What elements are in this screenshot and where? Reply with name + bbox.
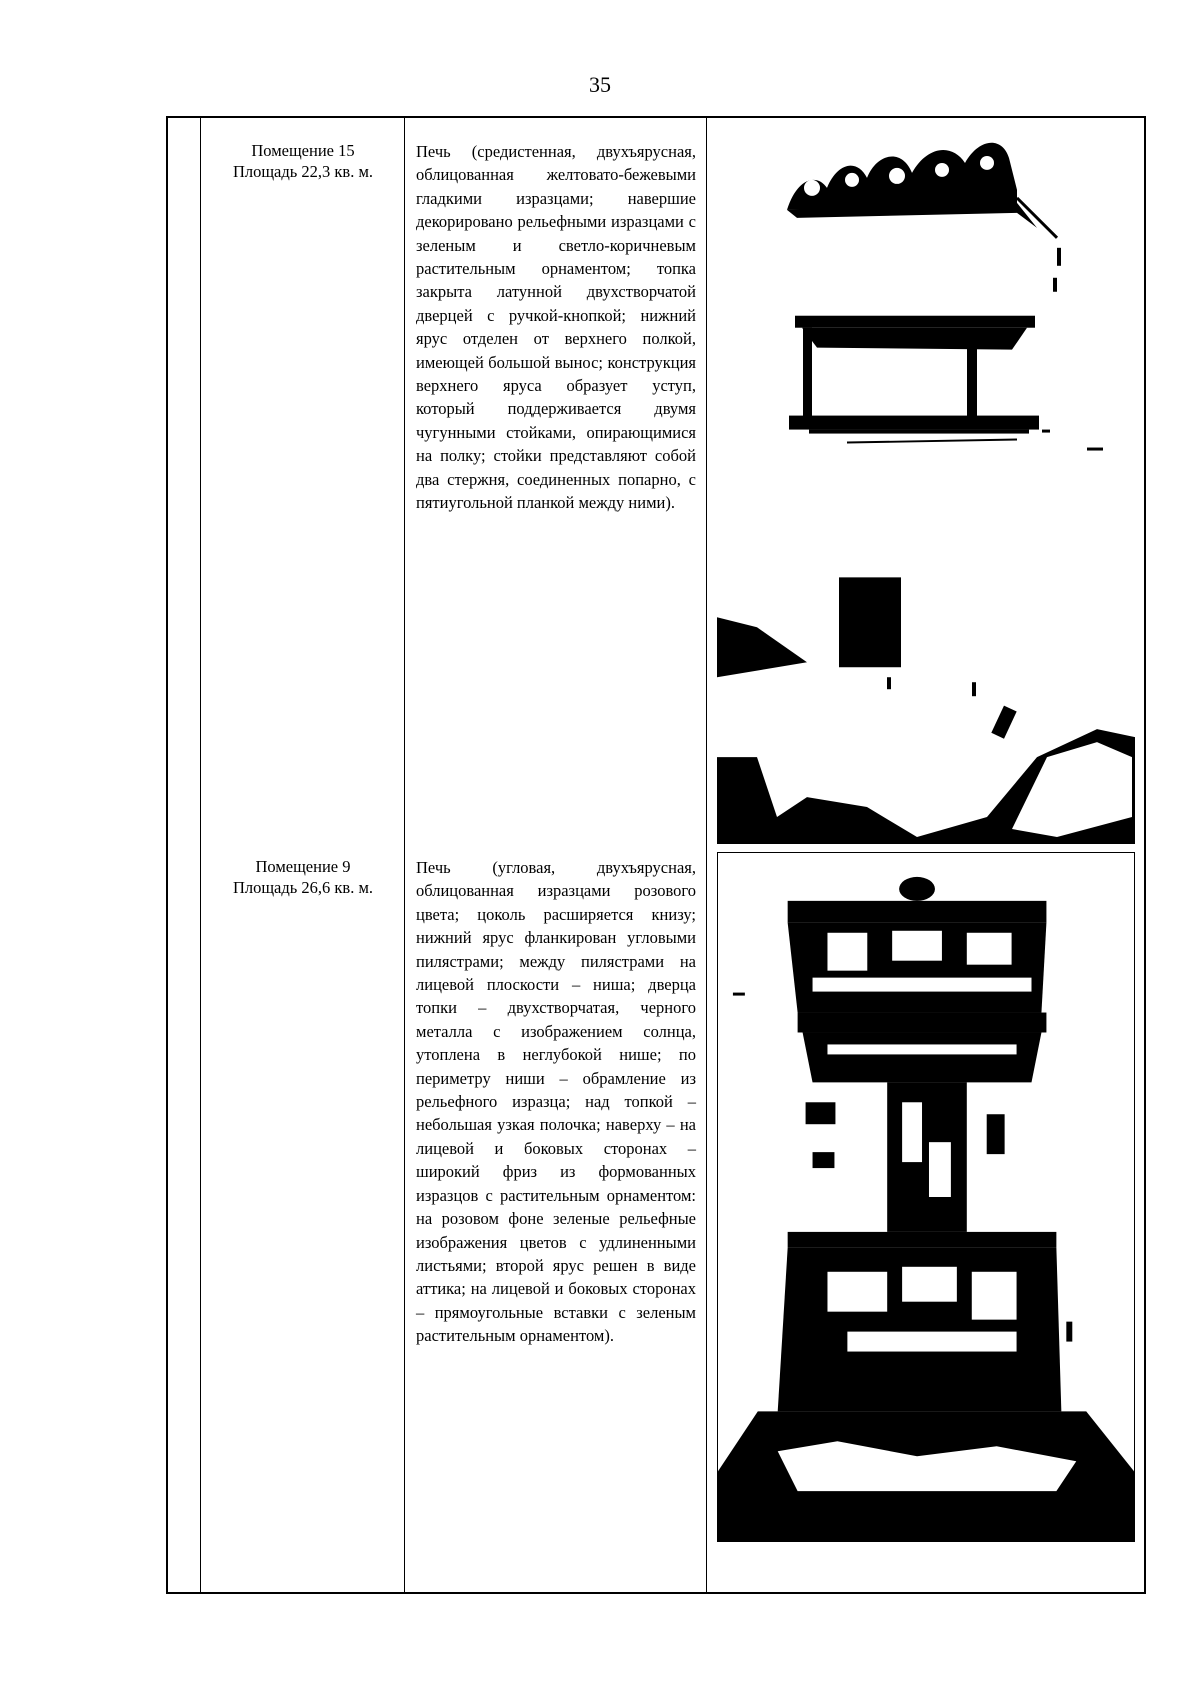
room-cell — [202, 140, 404, 182]
description-cell: Печь (средистенная, двухъярусная, облицованная желтовато-бежевыми гладкими изразцами; навершие декорировано рельефными изразцами с зеленым и светло-коричневым растительным орнаментом; топка закрыта латунной двухстворчатой дверцей с ручкой-кнопкой; нижний ярус отделен от верхнего полкой, имеющей большой вынос; конструкция верхнего яруса образует уступ, который поддерживается двумя чугунными стойками, опирающимися на полку; стойки представляют собой два стержня, соединенных попарно, с пятиугольной планкой между ними). — [416, 142, 696, 513]
room-name: Помещение 15 — [251, 141, 355, 160]
room-area: Площадь 22,3 кв. м. — [232, 162, 374, 181]
room-cell — [202, 856, 404, 898]
stove-photo-2 — [717, 852, 1135, 1542]
table-row — [168, 118, 1144, 846]
room-area: Площадь 26,6 кв. м. — [232, 878, 374, 897]
stove-photo-icon — [718, 853, 1134, 1541]
heritage-table — [166, 116, 1146, 1594]
stove-photo-icon — [717, 118, 1135, 843]
page-number: 35 — [589, 72, 611, 97]
room-name: Помещение 9 — [255, 857, 351, 876]
table-row — [168, 848, 1144, 1592]
stove-photo-1 — [717, 118, 1135, 844]
description-cell: Печь (угловая, двухъярусная, облицованная изразцами розового цвета; цоколь расширяется книзу; нижний ярус фланкирован угловыми пилястрами; между пилястрами на лицевой плоскости – ниша; дверца топки – двухстворчатая, черного металла с изображением солнца, утоплена в неглубокой нише; по периметру ниши – обрамление из рельефного изразца; над топкой – небольшая узкая полочка; наверху – на лицевой и боковых сторонах – широкий фриз из формованных изразцов с растительным орнаментом: на розовом фоне зеленые рельефные изображения цветов с удлиненными листьями; второй ярус решен в виде аттика; на лицевой и боковых сторонах – прямоугольные вставки с зеленым растительным орнаментом). — [416, 858, 696, 1346]
